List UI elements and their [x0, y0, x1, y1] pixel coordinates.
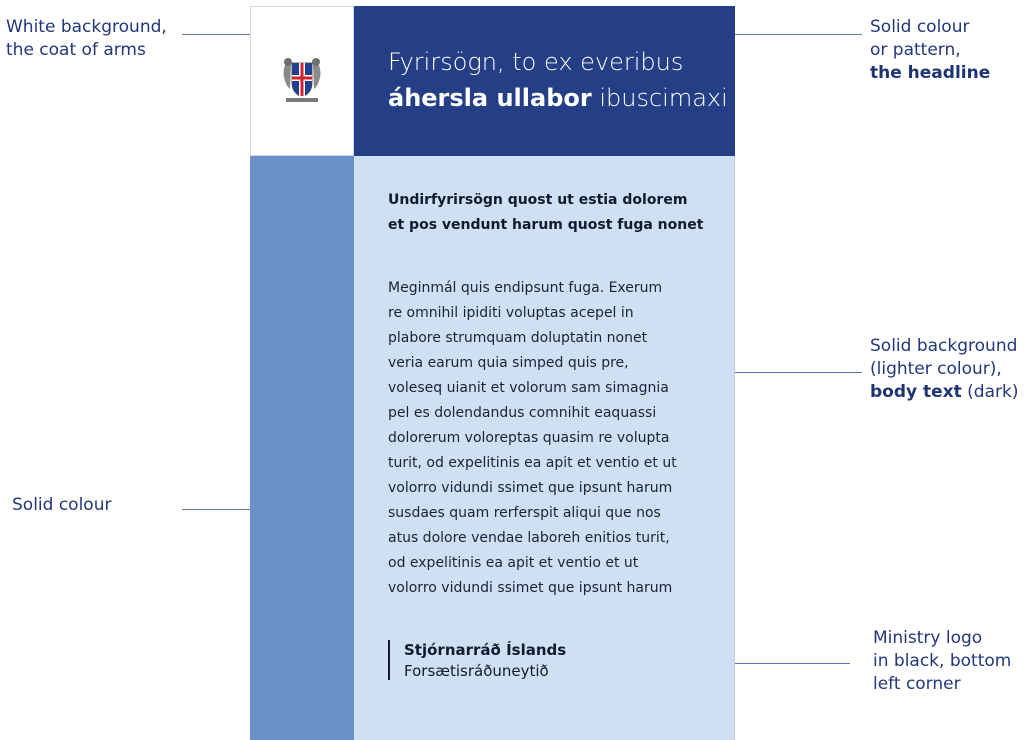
body-line: veria earum quia simped quis pre,	[388, 355, 629, 371]
annotation-text: (dark)	[961, 382, 1019, 402]
body-line: plabore strumquam doluptatin nonet	[388, 330, 648, 346]
annotation-text: left corner	[873, 674, 961, 694]
ministry-subname: Forsætisráðuneytið	[404, 662, 549, 680]
body-line: Meginmál quis endipsunt fuga. Exerum	[388, 280, 663, 296]
annotation-solid-colour	[12, 494, 111, 517]
body-line: od expelitinis ea apit et ventio et ut	[388, 555, 639, 571]
annotation-text: in black, bottom	[873, 651, 1012, 671]
body-line: volorro vidundi ssimet que ipsunt harum	[388, 580, 673, 596]
body-line: pel es dolendandus comnihit eaquassi	[388, 405, 657, 421]
annotation-ministry-logo	[873, 627, 1011, 696]
annotation-text: the coat of arms	[6, 40, 146, 60]
annotation-text: Solid colour	[870, 17, 970, 37]
leader-line	[722, 372, 862, 373]
body-line: voleseq uianit et volorum sam simagnia	[388, 380, 669, 396]
annotation-body-background	[870, 335, 1018, 404]
headline-line: Fyrirsögn, to ex everibus	[388, 48, 684, 76]
body-block	[354, 156, 735, 740]
annotation-bold: body text	[870, 382, 962, 402]
headline	[388, 44, 728, 116]
annotation-bold: the headline	[870, 63, 991, 83]
subheading-line: Undirfyrirsögn quost ut estia dolorem	[388, 192, 688, 208]
subheading	[388, 188, 708, 238]
annotation-text: White background,	[6, 17, 167, 37]
annotation-text: Ministry logo	[873, 628, 983, 648]
coat-of-arms-icon	[281, 53, 323, 105]
body-line: re omnihil ipiditi voluptas acepel in	[388, 305, 634, 321]
annotation-text: Solid background	[870, 336, 1018, 356]
body-text	[388, 276, 708, 601]
annotation-text: Solid colour	[12, 495, 112, 515]
body-line: susdaes quam rerferspit aliqui que nos	[388, 505, 661, 521]
annotation-text: or pattern,	[870, 40, 961, 60]
annotation-text: (lighter colour),	[870, 359, 1002, 379]
headline-emphasis: áhersla ullabor	[388, 84, 592, 112]
side-colour-bar	[250, 156, 354, 740]
annotation-white-background	[6, 16, 167, 62]
ministry-name: Stjórnarráð Íslands	[404, 641, 567, 659]
annotation-headline	[870, 16, 990, 85]
poster	[250, 6, 735, 740]
headline-tail: ibuscimaxi	[591, 84, 728, 112]
body-line: turit, od expelitinis ea apit et ventio et ut	[388, 455, 677, 471]
body-line: dolorerum voloreptas quasim re volupta	[388, 430, 670, 446]
coat-of-arms-cell	[250, 6, 354, 156]
headline-block	[354, 6, 735, 156]
leader-line	[735, 34, 862, 35]
ministry-logo	[388, 640, 566, 680]
body-line: volorro vidundi ssimet que ipsunt harum	[388, 480, 673, 496]
subheading-line: et pos vendunt harum quost fuga nonet	[388, 217, 704, 233]
body-line: atus dolore vendae laboreh enitios turit,	[388, 530, 670, 546]
